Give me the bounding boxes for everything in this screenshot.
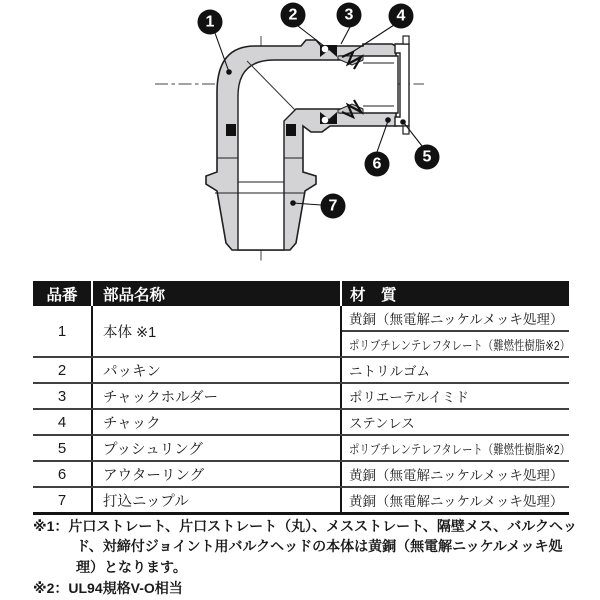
- material-value: 黄銅（無電解ニッケルメッキ処理）: [349, 468, 564, 483]
- material-cell: [340, 436, 569, 460]
- balloon-2: [281, 3, 306, 28]
- part-name-cell: チャックホルダー: [91, 384, 340, 408]
- table-row: [33, 434, 569, 460]
- material-cell: [340, 384, 569, 408]
- part-number-cell: 7: [57, 491, 67, 509]
- balloon-5-number: 5: [422, 148, 432, 166]
- footnote: ※2：UL94規格V-O相当: [33, 579, 183, 596]
- parts-table-body: [33, 306, 569, 512]
- balloon-6: [365, 152, 390, 177]
- balloon-5: [415, 145, 440, 170]
- part-name-cell: アウターリング: [91, 462, 340, 486]
- parts-material-table: [33, 281, 569, 515]
- balloon-6-number: 6: [372, 155, 382, 173]
- table-row: [33, 408, 569, 434]
- part-number-cell: 5: [57, 439, 67, 457]
- part-number-cell: 2: [57, 361, 67, 379]
- packing-oring-top: [322, 46, 329, 53]
- material-value: ステンレス: [349, 416, 415, 431]
- part-number-cell: 4: [57, 413, 67, 431]
- footnotes: [33, 516, 578, 599]
- footnote: ※1：片口ストレート、片口ストレート（丸）、メスストレート、隔壁メス、バルクヘッド、対締付ジョイント用バルクヘッドの本体は黄銅（無電解ニッケルメッキ処理）となります。: [33, 518, 578, 575]
- material-cell: [340, 358, 569, 382]
- table-row: [33, 356, 569, 382]
- material-cell: [340, 410, 569, 434]
- balloon-1: [198, 10, 223, 35]
- balloon-4-number: 4: [396, 7, 406, 25]
- part-name-cell: プッシュリング: [91, 436, 340, 460]
- seal-ring-right: [286, 124, 296, 136]
- material-value: 黄銅（無電解ニッケルメッキ処理）: [349, 494, 564, 509]
- seal-ring-left: [226, 124, 236, 136]
- material-value: 黄銅（無電解ニッケルメッキ処理）: [349, 312, 564, 327]
- push-ring-lip-top: [403, 36, 409, 44]
- table-header-row: [33, 281, 569, 306]
- fitting-cross-section-diagram: [0, 0, 600, 278]
- header-part-number: 品番: [33, 281, 91, 306]
- part-name-cell: パッキン: [91, 358, 340, 382]
- push-ring-lip-bottom: [403, 126, 409, 134]
- balloon-3-number: 3: [344, 6, 354, 24]
- material-value: ニトリルゴム: [349, 364, 430, 379]
- balloon-4: [389, 4, 414, 29]
- material-cell: [340, 462, 569, 486]
- part-number-cell: 6: [57, 465, 67, 483]
- header-material: 材 質: [340, 281, 569, 306]
- table-row: [33, 382, 569, 408]
- part-name-cell: 打込ニップル: [91, 488, 340, 512]
- part-number-cell: 3: [57, 387, 67, 405]
- balloon-3: [337, 3, 362, 28]
- material-value: ポリブチレンテレフタレート（難燃性樹脂※2）: [342, 330, 569, 356]
- table-row: [33, 306, 569, 356]
- material-value: ポリブチレンテレフタレート（難燃性樹脂※2）: [349, 441, 571, 457]
- part-number-cell: 1: [57, 322, 67, 340]
- balloon-2-number: 2: [288, 6, 298, 24]
- balloon-1-number: 1: [205, 13, 215, 31]
- table-row: [33, 486, 569, 512]
- header-part-name: 部品名称: [91, 281, 340, 306]
- balloon-7-number: 7: [328, 197, 338, 215]
- material-cell: [340, 488, 569, 512]
- balloon-7: [321, 194, 346, 219]
- part-name-cell: チャック: [91, 410, 340, 434]
- material-value: ポリエーテルイミド: [349, 390, 469, 405]
- table-row: [33, 460, 569, 486]
- part-name-cell: 本体 ※1: [91, 306, 340, 356]
- packing-oring-bottom: [322, 117, 329, 124]
- material-cell: [340, 306, 569, 356]
